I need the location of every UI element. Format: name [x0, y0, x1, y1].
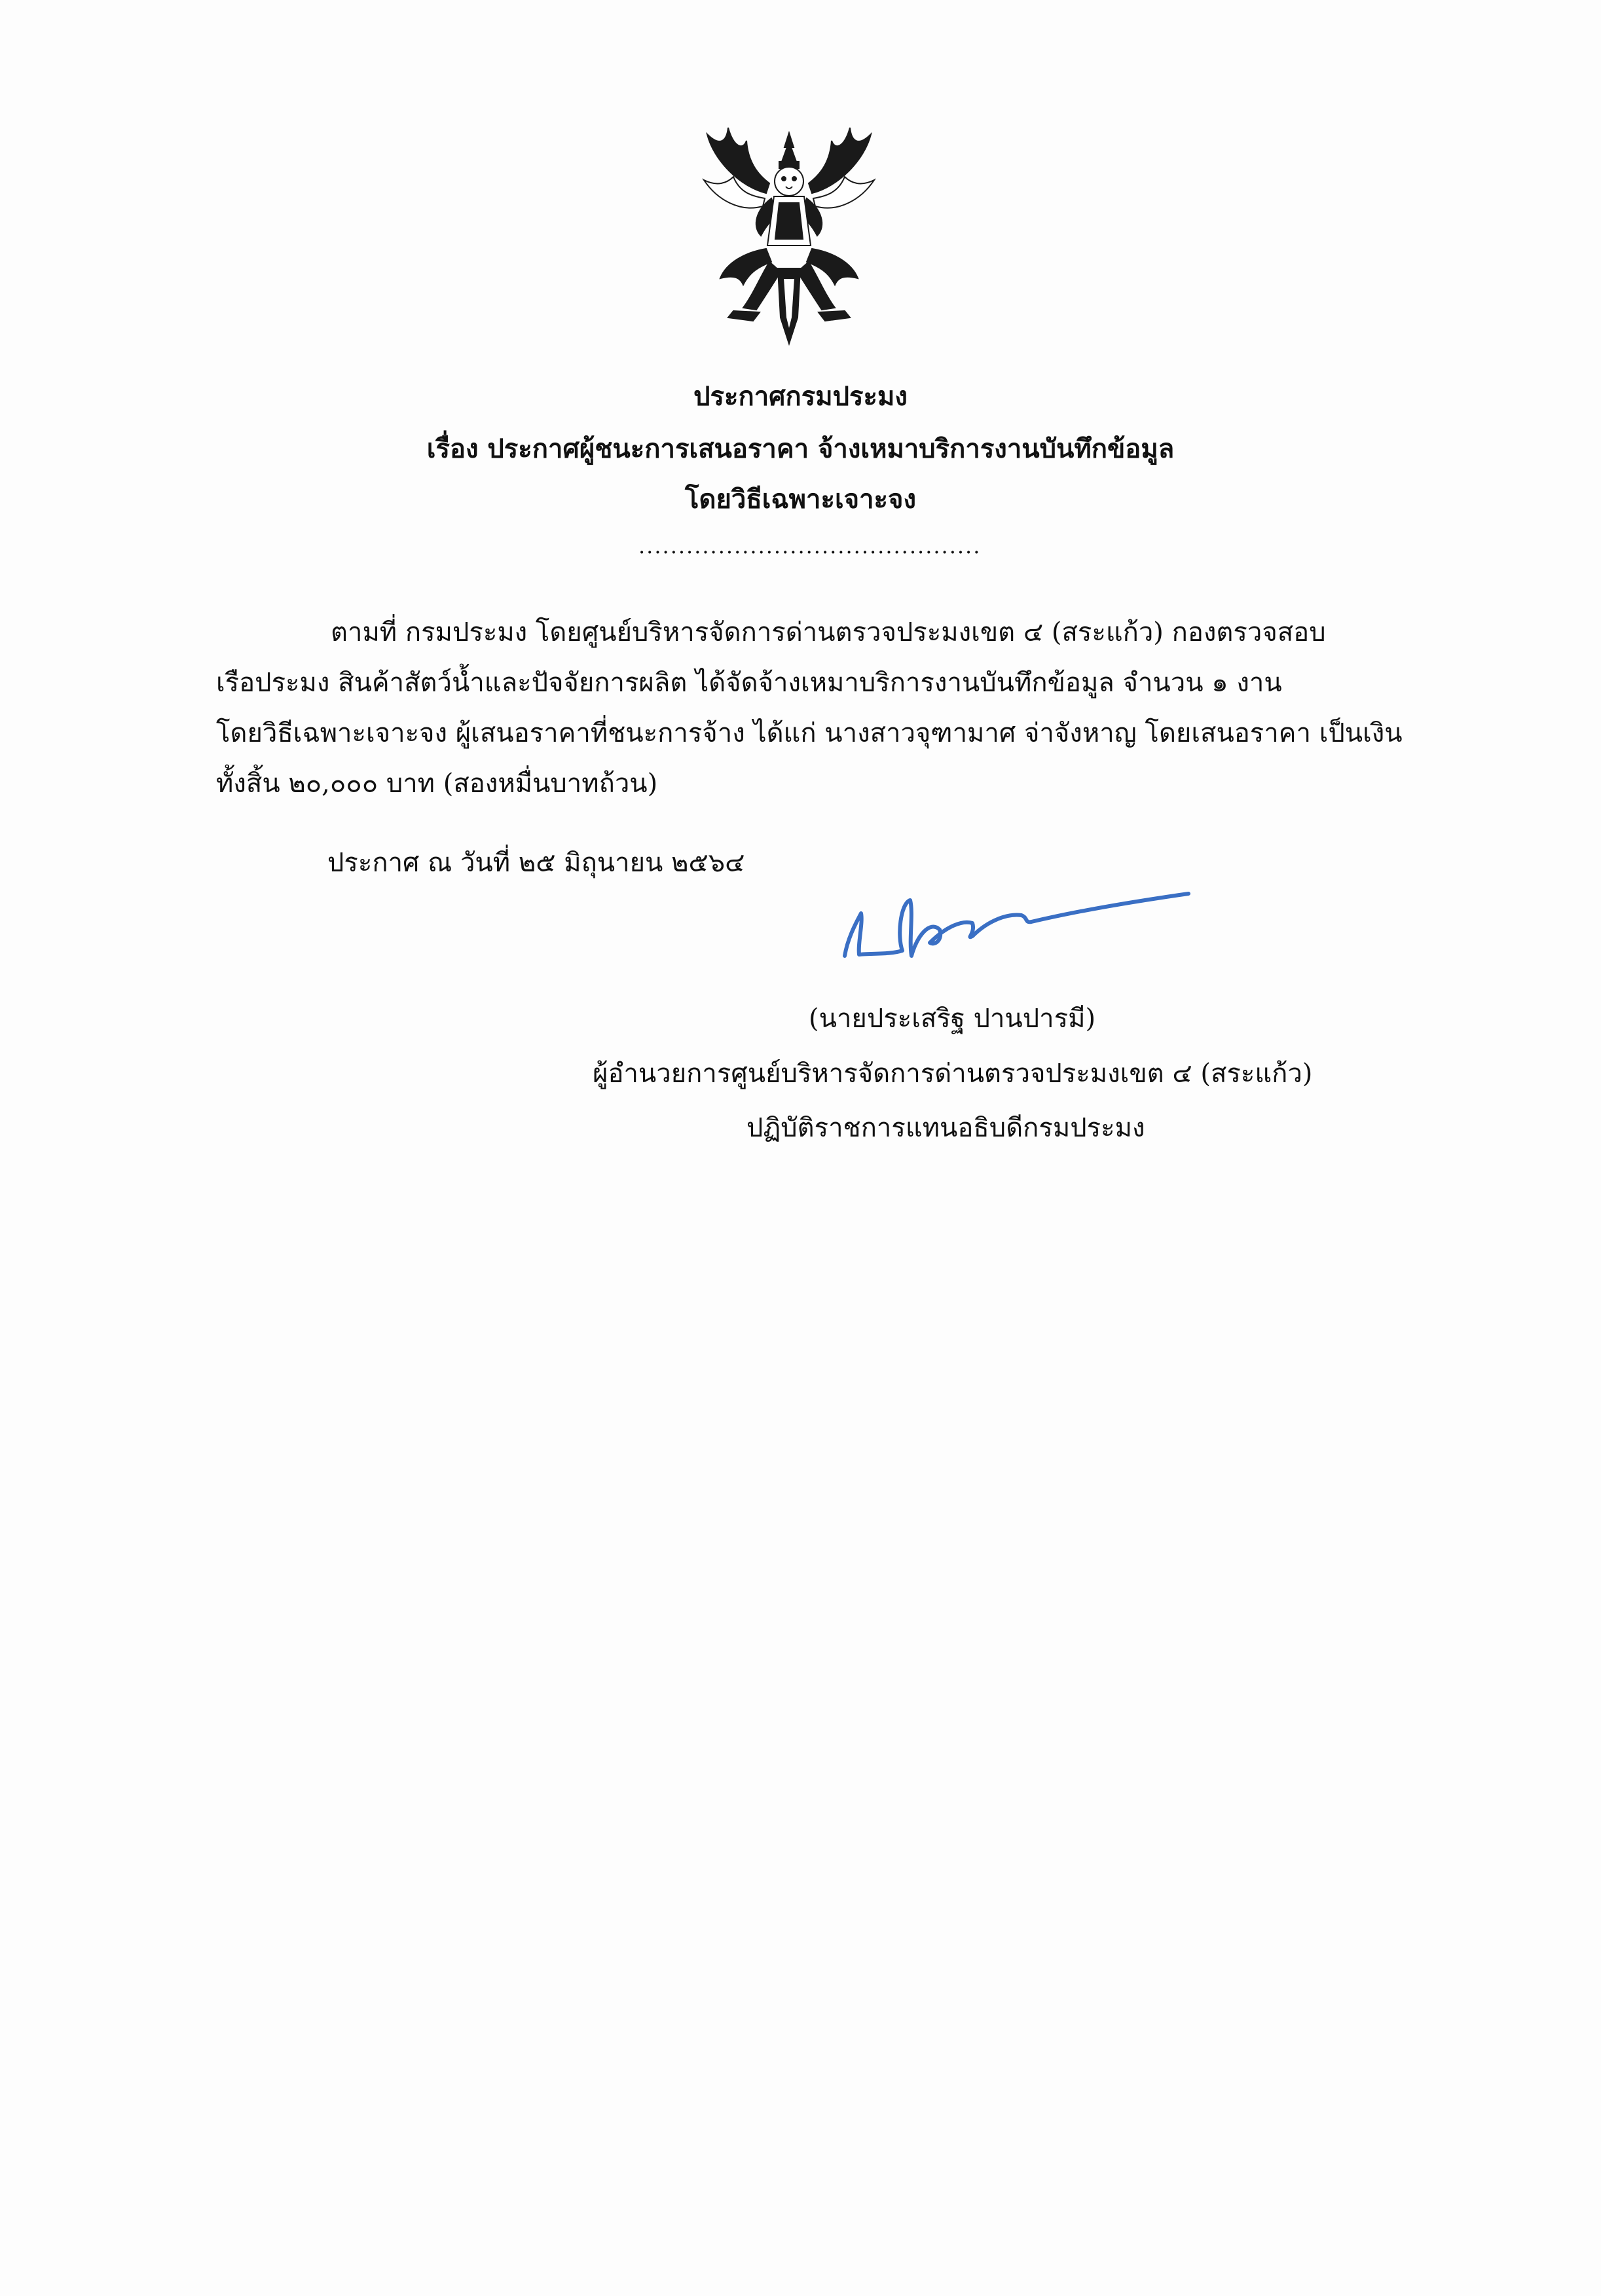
signatory-acting: ปฏิบัติราชการแทนอธิบดีกรมประมง: [746, 1113, 1145, 1143]
body-line: โดยวิธีเฉพาะเจาะจง ผู้เสนอราคาที่ชนะการจ้าง ได้แก่ นางสาวจุฑามาศ จ่าจังหาญ โดยเสนอราคา เป็นเงิน: [216, 718, 1403, 748]
body-line: ตามที่ กรมประมง โดยศูนย์บริหารจัดการด่านตรวจประมงเขต ๔ (สระแก้ว) กองตรวจสอบ: [331, 617, 1326, 647]
body-line: ทั้งสิ้น ๒๐,๐๐๐ บาท (สองหมื่นบาทถ้วน): [216, 769, 658, 799]
signatory-position: ผู้อำนวยการศูนย์บริหารจัดการด่านตรวจประมงเขต ๔ (สระแก้ว): [593, 1059, 1313, 1089]
signatory-name: (นายประเสริฐ ปานปารมี): [809, 1004, 1096, 1034]
title-separator: ...........................................: [638, 534, 982, 558]
announcement-subject: เรื่อง ประกาศผู้ชนะการเสนอราคา จ้างเหมาบริการงานบันทึกข้อมูล: [426, 433, 1175, 464]
announcement-method: โดยวิธีเฉพาะเจาะจง: [684, 484, 917, 515]
announcement-date: ประกาศ ณ วันที่ ๒๕ มิถุนายน ๒๕๖๔: [327, 848, 745, 878]
handwritten-signature: [832, 858, 1198, 969]
body-line: เรือประมง สินค้าสัตว์น้ำและปัจจัยการผลิต ได้จัดจ้างเหมาบริการงานบันทึกข้อมูล จำนวน ๑ งาน: [216, 668, 1282, 698]
garuda-emblem-icon: [688, 121, 891, 357]
announcement-agency: ประกาศกรมประมง: [693, 381, 908, 412]
